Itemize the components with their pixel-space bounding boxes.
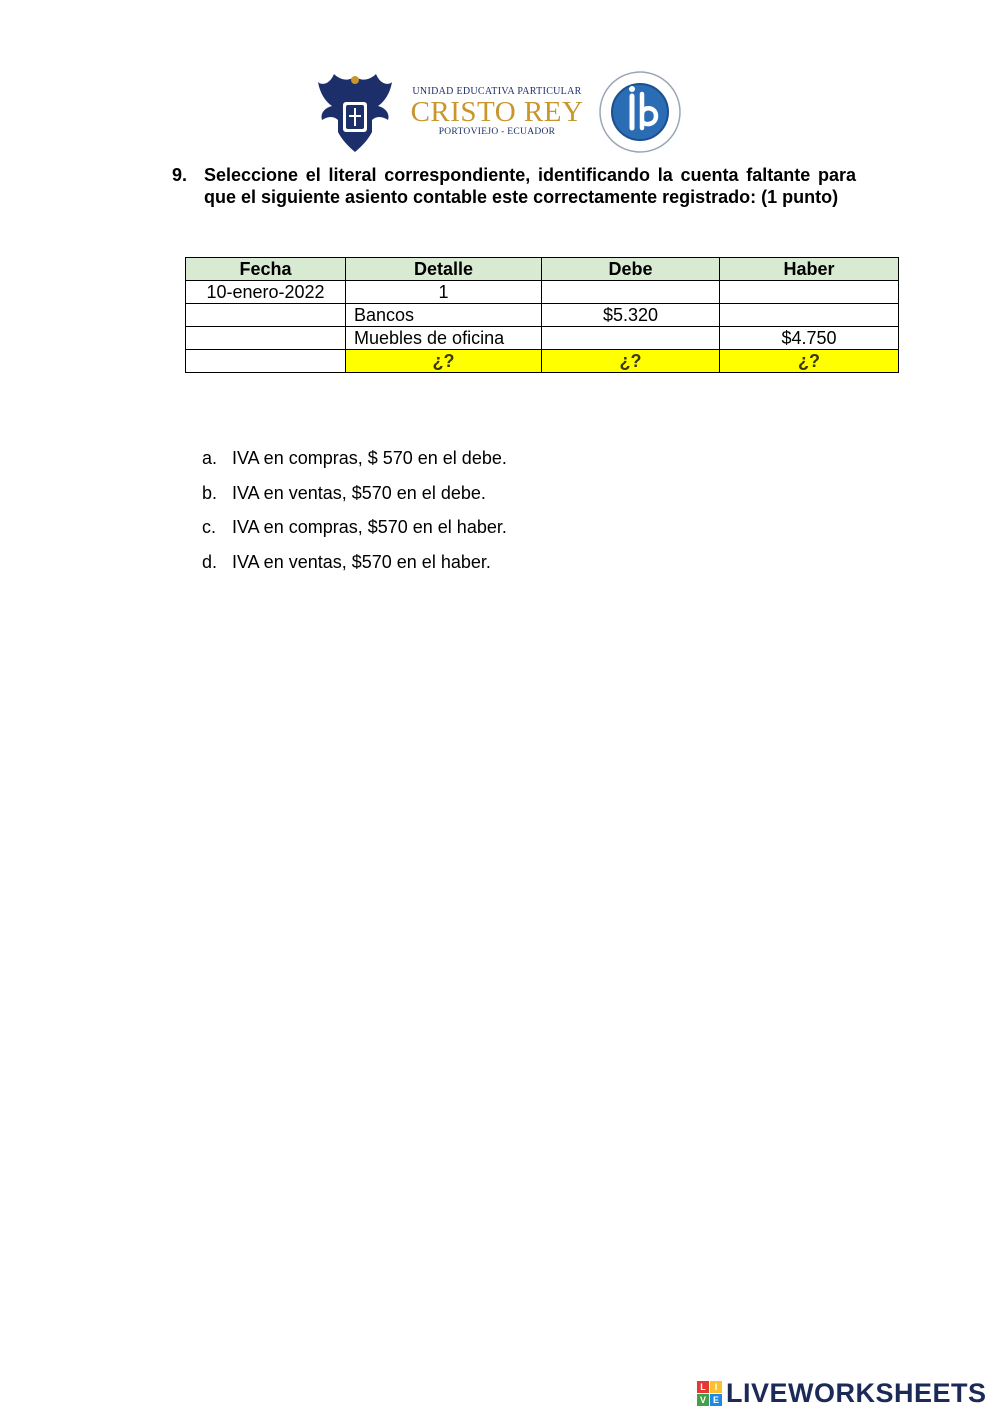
table-cell: [186, 350, 346, 373]
missing-haber-cell: ¿?: [720, 350, 899, 373]
table-cell: $4.750: [720, 327, 899, 350]
table-cell: Muebles de oficina: [346, 327, 542, 350]
table-cell: [186, 304, 346, 327]
school-line1: UNIDAD EDUCATIVA PARTICULAR: [412, 86, 582, 97]
logo-block: E: [710, 1394, 722, 1406]
table-row: [186, 327, 899, 350]
missing-detalle-cell: ¿?: [346, 350, 542, 373]
table-cell: [720, 281, 899, 304]
table-cell: [720, 304, 899, 327]
option-text: IVA en ventas, $570 en el haber.: [232, 551, 491, 572]
table-cell: 10-enero-2022: [186, 281, 346, 304]
header-fecha: Fecha: [186, 258, 346, 281]
journal-entry-table: [185, 257, 899, 373]
table-cell: [542, 327, 720, 350]
option-c[interactable]: [202, 517, 507, 552]
option-letter: d.: [202, 551, 218, 572]
option-letter: c.: [202, 517, 217, 537]
logo-block: I: [710, 1381, 722, 1393]
header-detalle: Detalle: [346, 258, 542, 281]
table-row: [186, 281, 899, 304]
table-header-row: [186, 258, 899, 281]
option-b[interactable]: [202, 483, 507, 518]
question-text: Seleccione el literal correspondiente, identificando la cuenta faltante para que el siguiente asiento contable este correctamente registrado: (1 punto): [204, 165, 856, 207]
school-name: CRISTO REY: [410, 96, 584, 128]
question-number: 9.: [172, 165, 188, 185]
header-logos: [316, 68, 686, 156]
header-debe: Debe: [542, 258, 720, 281]
option-letter: b.: [202, 482, 218, 503]
option-letter: a.: [202, 448, 218, 468]
liveworksheets-logo-icon: [697, 1381, 722, 1406]
table-cell: [186, 327, 346, 350]
option-text: IVA en compras, $570 en el haber.: [232, 517, 507, 537]
missing-entry-row: [186, 350, 899, 373]
option-d[interactable]: [202, 552, 507, 587]
eagle-crest-icon: [316, 68, 394, 154]
school-location: PORTOVIEJO - ECUADOR: [438, 127, 556, 137]
school-name-block: [404, 86, 590, 137]
table-cell: Bancos: [346, 304, 542, 327]
header-haber: Haber: [720, 258, 899, 281]
liveworksheets-text: LIVEWORKSHEETS: [726, 1377, 987, 1408]
logo-block: V: [697, 1394, 709, 1406]
liveworksheets-brand[interactable]: [697, 1378, 987, 1408]
ib-world-school-logo-icon: [598, 70, 682, 154]
table-row: [186, 304, 899, 327]
option-text: IVA en ventas, $570 en el debe.: [232, 482, 486, 503]
missing-debe-cell: ¿?: [542, 350, 720, 373]
answer-options: [202, 448, 507, 586]
table-cell: [542, 281, 720, 304]
option-a[interactable]: [202, 448, 507, 483]
table-cell: 1: [346, 281, 542, 304]
logo-block: L: [697, 1381, 709, 1393]
option-text: IVA en compras, $ 570 en el debe.: [232, 448, 507, 468]
table-cell: $5.320: [542, 304, 720, 327]
